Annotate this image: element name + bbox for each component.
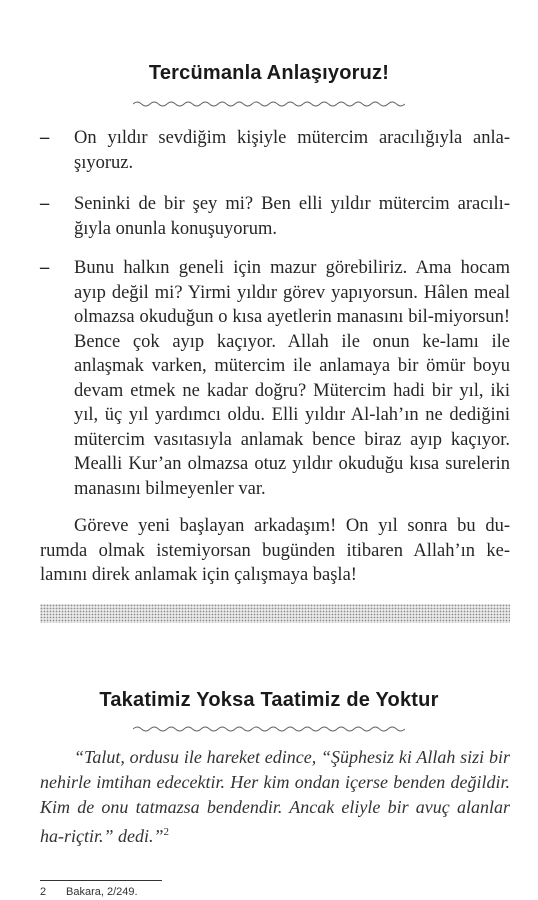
dialog-dash: – (40, 128, 50, 148)
dialog-line-1 (40, 126, 510, 175)
quote-text: “Talut, ordusu ile hareket edince, “Şüphesiz ki Allah sizi bir nehirle imtihan edecektir. Her kim ondan içerse benden değildir. Kim de onu tatmazsa bendendir. Ancak eliyle bir avuç alanlar ha-riçtir.” dedi.” (40, 747, 510, 846)
dialog-dash: – (40, 258, 50, 278)
footnote-text: Bakara, 2/249. (66, 886, 138, 898)
footnote (40, 886, 138, 898)
dialog-text: Seninki de bir şey mi? Ben elli yıldır mütercim aracılı-ğıyla onunla konuşuyorum. (74, 194, 510, 239)
footnote-rule (40, 880, 162, 881)
quote-paragraph (40, 745, 510, 849)
footnote-reference[interactable]: 2 (163, 826, 170, 838)
dialog-line-2 (40, 192, 510, 241)
section-title: Tercümanla Anlaşıyoruz! (148, 62, 390, 84)
wavy-divider (133, 99, 405, 109)
dialog-text: Bunu halkın geneli için mazur görebiliriz. Ama hocam ayıp değil mi? Yirmi yıldır görev yapıyorsun. Hâlen meal olmazsa okuduğun o kısa ayetlerin manasını bil-miyorsun! Bence çok ayıp kaçıyor. Allah ile onun ke-lamı ile anlaşmak varken, mütercim ile anlamaya bir ömür boyu devam etmek ne kadar doğru? Mütercim hadi bir yıl, iki yıl, üç yıl yardımcı oldu. Elli yıldır Al-lah’ın ne dediğini mütercim vasıtasıyla anlamak bence biraz ayıp kaçıyor. Mealli Kur’an olmazsa otuz yıldır okuduğu kısa surelerin manasını bilmeyenler var. (74, 258, 510, 499)
section-title: Takatimiz Yoksa Taatimiz de Yoktur (99, 689, 439, 711)
section-separator (40, 604, 510, 623)
dialog-line-3 (40, 256, 510, 501)
closing-paragraph: Göreve yeni başlayan arkadaşım! On yıl sonra bu du-rumda olmak istemiyorsan bugünden itibaren Allah’ın ke-lamını direk anlamak için çalışmaya başla! (40, 516, 510, 585)
dialog-text: On yıldır sevdiğim kişiyle mütercim aracılığıyla anla-şıyoruz. (74, 128, 510, 173)
footnote-number: 2 (40, 886, 47, 898)
wavy-divider (133, 724, 405, 734)
dialog-dash: – (40, 194, 50, 214)
